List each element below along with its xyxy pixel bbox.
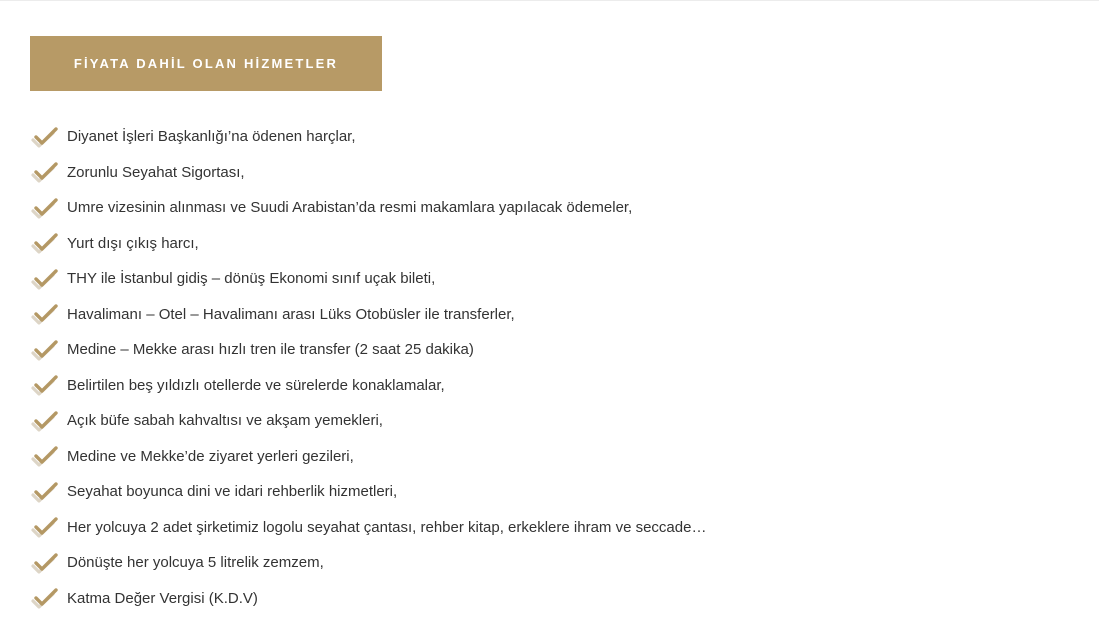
check-icon bbox=[30, 197, 58, 219]
check-icon bbox=[30, 268, 58, 290]
list-item bbox=[30, 332, 706, 368]
list-item bbox=[30, 155, 706, 191]
list-item-text: Havalimanı – Otel – Havalimanı arası Lüks Otobüsler ile transferler, bbox=[67, 305, 515, 323]
check-icon bbox=[30, 445, 58, 467]
list-item-text: Seyahat boyunca dini ve idari rehberlik hizmetleri, bbox=[67, 483, 398, 501]
section-title-banner bbox=[30, 36, 382, 91]
list-item bbox=[30, 474, 706, 510]
list-item-text: THY ile İstanbul gidiş – dönüş Ekonomi sınıf uçak bileti, bbox=[67, 270, 436, 288]
list-item bbox=[30, 439, 706, 475]
list-item bbox=[30, 297, 706, 333]
list-item-text: Diyanet İşleri Başkanlığı’na ödenen harçlar, bbox=[67, 128, 356, 146]
list-item-text: Zorunlu Seyahat Sigortası, bbox=[67, 163, 245, 181]
list-item bbox=[30, 119, 706, 155]
list-item bbox=[30, 545, 706, 581]
list-item-text: Her yolcuya 2 adet şirketimiz logolu seyahat çantası, rehber kitap, erkeklere ihram ve seccade… bbox=[67, 518, 707, 536]
list-item-text: Umre vizesinin alınması ve Suudi Arabistan’da resmi makamlara yapılacak ödemeler, bbox=[67, 199, 633, 217]
list-item-text: Medine – Mekke arası hızlı tren ile transfer (2 saat 25 dakika) bbox=[67, 341, 474, 359]
check-icon bbox=[30, 232, 58, 254]
list-item bbox=[30, 261, 706, 297]
list-item-text: Dönüşte her yolcuya 5 litrelik zemzem, bbox=[67, 554, 324, 572]
list-item-text: Belirtilen beş yıldızlı otellerde ve sürelerde konaklamalar, bbox=[67, 376, 445, 394]
check-icon bbox=[30, 552, 58, 574]
included-services-list bbox=[30, 119, 706, 616]
check-icon bbox=[30, 303, 58, 325]
section-title: FİYATA DAHİL OLAN HİZMETLER bbox=[73, 56, 339, 71]
check-icon bbox=[30, 161, 58, 183]
check-icon bbox=[30, 339, 58, 361]
list-item bbox=[30, 510, 706, 546]
list-item-text: Yurt dışı çıkış harcı, bbox=[67, 234, 199, 252]
check-icon bbox=[30, 374, 58, 396]
list-item bbox=[30, 403, 706, 439]
check-icon bbox=[30, 587, 58, 609]
check-icon bbox=[30, 516, 58, 538]
check-icon bbox=[30, 410, 58, 432]
list-item bbox=[30, 581, 706, 617]
list-item-text: Açık büfe sabah kahvaltısı ve akşam yemekleri, bbox=[67, 412, 383, 430]
list-item bbox=[30, 368, 706, 404]
list-item-text: Katma Değer Vergisi (K.D.V) bbox=[67, 589, 258, 607]
check-icon bbox=[30, 481, 58, 503]
check-icon bbox=[30, 126, 58, 148]
list-item bbox=[30, 190, 706, 226]
list-item-text: Medine ve Mekke’de ziyaret yerleri gezileri, bbox=[67, 447, 354, 465]
list-item bbox=[30, 226, 706, 262]
